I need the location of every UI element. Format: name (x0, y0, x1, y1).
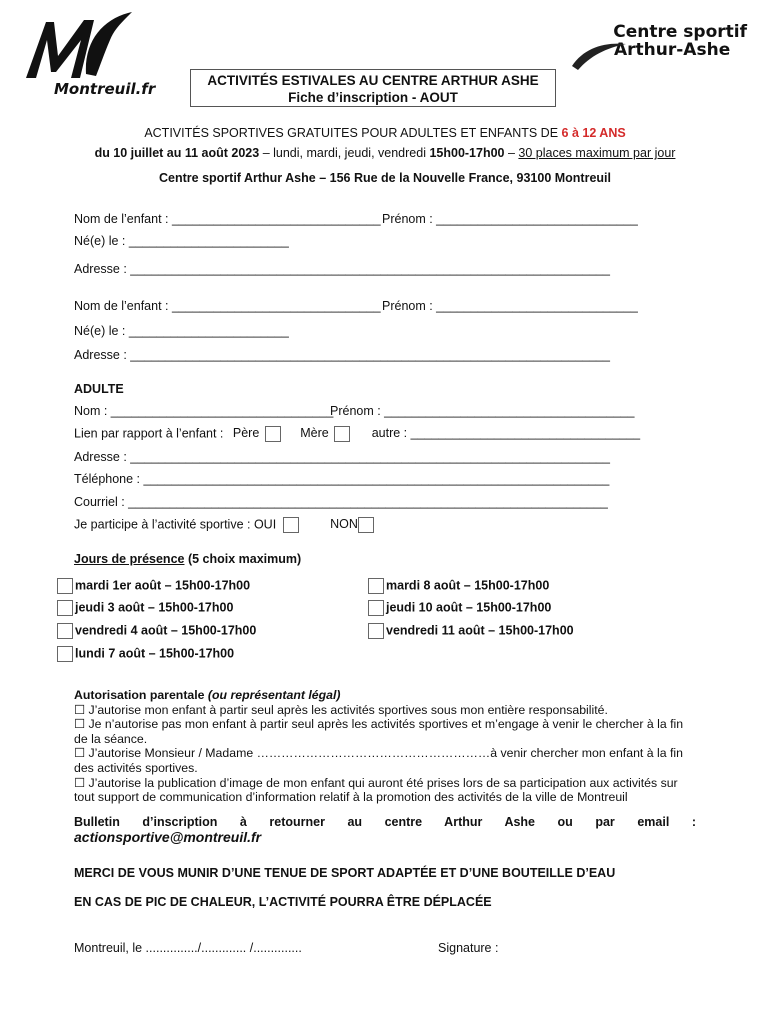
bulletin-text: Bulletin d’inscription à retourner au centre Arthur Ashe ou par email : (74, 815, 696, 829)
adult-pere-label: Père (232, 426, 260, 441)
adult-heading: ADULTE (74, 382, 124, 396)
day-checkbox[interactable] (57, 578, 73, 594)
bulletin-email-row (74, 829, 261, 845)
day-checkbox[interactable] (57, 646, 73, 662)
jours-heading-row (74, 552, 301, 566)
day-label: lundi 7 août – 15h00-17h00 (75, 646, 235, 661)
oui-checkbox[interactable] (283, 517, 299, 533)
merci-notice: MERCI DE VOUS MUNIR D’UNE TENUE DE SPORT ADAPTÉE ET D’UNE BOUTEILLE D’EAU (74, 866, 616, 880)
mere-checkbox[interactable] (334, 426, 350, 442)
non-label: NON (330, 517, 358, 532)
arthur-swoosh-icon (570, 36, 630, 72)
participation-label: Je participe à l’activité sportive : OUI (74, 517, 277, 532)
day-checkbox[interactable] (57, 623, 73, 639)
adult-autre-field[interactable]: autre : _________________________________ (371, 426, 641, 441)
participation-row (74, 517, 374, 533)
day-label: mardi 8 août – 15h00-17h00 (386, 578, 550, 593)
autorisation-heading-note: (ou représentant légal) (207, 688, 341, 702)
child1-prenom-field[interactable]: Prénom : _____________________________ (382, 212, 638, 226)
day-label: jeudi 10 août – 15h00-17h00 (386, 600, 552, 615)
jours-heading: Jours de présence (74, 552, 185, 566)
day-option[interactable] (57, 600, 233, 616)
day-checkbox[interactable] (368, 623, 384, 639)
arthur-logo-line2: Arthur-Ashe (614, 40, 731, 60)
child1-nom-field[interactable]: Nom de l’enfant : ______________________________ (74, 212, 381, 226)
signature-label: Signature : (438, 941, 499, 955)
day-checkbox[interactable] (57, 600, 73, 616)
autorisation-block (74, 688, 688, 805)
autorisation-heading: Autorisation parentale (74, 688, 208, 702)
adult-email-field[interactable]: Courriel : _____________________________________________________________________ (74, 495, 608, 509)
adult-mere-label: Mère (300, 426, 329, 441)
arthur-ashe-logo (570, 22, 755, 72)
intro-age: 6 à 12 ANS (561, 126, 626, 140)
intro-hours: 15h00-17h00 (429, 146, 505, 160)
intro-dates: du 10 juillet au 11 août 2023 (94, 146, 260, 160)
child2-address-field[interactable]: Adresse : _____________________________________________________________________ (74, 348, 610, 362)
pere-checkbox[interactable] (265, 426, 281, 442)
montreuil-logo (24, 10, 156, 100)
child1-birthdate-field[interactable]: Né(e) le : _______________________ (74, 234, 289, 248)
autorisation-option-4[interactable]: ☐ J’autorise la publication d’image de mon enfant qui auront été prises lors de sa participation aux activités sur tout support de communication d’information relatif à la promotion des activités de la ville de Montreuil (74, 775, 678, 805)
day-label: mardi 1er août – 15h00-17h00 (75, 578, 251, 593)
title-line1: ACTIVITÉS ESTIVALES AU CENTRE ARTHUR ASHE (207, 73, 539, 88)
day-option[interactable] (57, 646, 234, 662)
arthur-logo-line1: Centre sportif (613, 22, 747, 42)
day-option[interactable] (368, 623, 574, 639)
intro-activities: ACTIVITÉS SPORTIVES GRATUITES POUR ADULTES ET ENFANTS DE (144, 126, 562, 140)
child2-prenom-field[interactable]: Prénom : _____________________________ (382, 299, 638, 313)
chaleur-notice: EN CAS DE PIC DE CHALEUR, L’ACTIVITÉ POURRA ÊTRE DÉPLACÉE (74, 895, 492, 909)
day-checkbox[interactable] (368, 578, 384, 594)
intro-days: – lundi, mardi, jeudi, vendredi (259, 146, 430, 160)
adult-address-field[interactable]: Adresse : _____________________________________________________________________ (74, 450, 610, 464)
day-option[interactable] (57, 578, 250, 594)
intro-line1 (0, 126, 770, 140)
autorisation-option-1[interactable]: ☐ J’autorise mon enfant à partir seul après les activités sportives sous mon entière responsabilité. (74, 702, 608, 717)
day-label: jeudi 3 août – 15h00-17h00 (75, 600, 234, 615)
adult-telephone-field[interactable]: Téléphone : ___________________________________________________________________ (74, 472, 610, 486)
title-box (190, 69, 556, 107)
child1-address-field[interactable]: Adresse : _____________________________________________________________________ (74, 262, 610, 276)
day-label: vendredi 11 août – 15h00-17h00 (386, 623, 574, 638)
montreuil-m-icon (24, 10, 144, 85)
intro-address: Centre sportif Arthur Ashe – 156 Rue de la Nouvelle France, 93100 Montreuil (159, 171, 611, 185)
adult-prenom-field[interactable]: Prénom : ____________________________________ (330, 404, 635, 418)
lieu-date-field[interactable]: Montreuil, le .............../............. /.............. (74, 941, 302, 955)
day-option[interactable] (368, 600, 551, 616)
adult-lien-label: Lien par rapport à l’enfant : (74, 426, 224, 441)
intro-places: 30 places maximum par jour (518, 146, 676, 160)
day-checkbox[interactable] (368, 600, 384, 616)
child2-nom-field[interactable]: Nom de l’enfant : ______________________________ (74, 299, 381, 313)
autorisation-option-2[interactable]: ☐ Je n’autorise pas mon enfant à partir seul après les activités sportives et m’engage à venir le chercher à la fin de la séance. (74, 717, 684, 746)
email-link[interactable]: actionsportive@montreuil.fr (74, 829, 262, 845)
jours-note: (5 choix maximum) (184, 552, 302, 566)
day-label: vendredi 4 août – 15h00-17h00 (75, 623, 257, 638)
autorisation-option-3[interactable]: ☐ J’autorise Monsieur / Madame …………………………………………………à venir chercher mon enfant à la fin des activités sportives. (74, 746, 683, 775)
intro-line2 (0, 146, 770, 160)
adult-lien-row (74, 426, 640, 442)
child2-birthdate-field[interactable]: Né(e) le : _______________________ (74, 324, 289, 338)
montreuil-logo-text: Montreuil.fr (54, 80, 156, 98)
day-option[interactable] (368, 578, 549, 594)
intro-dash: – (504, 146, 519, 160)
non-checkbox[interactable] (358, 517, 374, 533)
title-line2: Fiche d’inscription - AOUT (288, 90, 458, 105)
adult-nom-field[interactable]: Nom : ________________________________ (74, 404, 334, 418)
day-option[interactable] (57, 623, 256, 639)
autorisation-heading-row (74, 688, 688, 703)
